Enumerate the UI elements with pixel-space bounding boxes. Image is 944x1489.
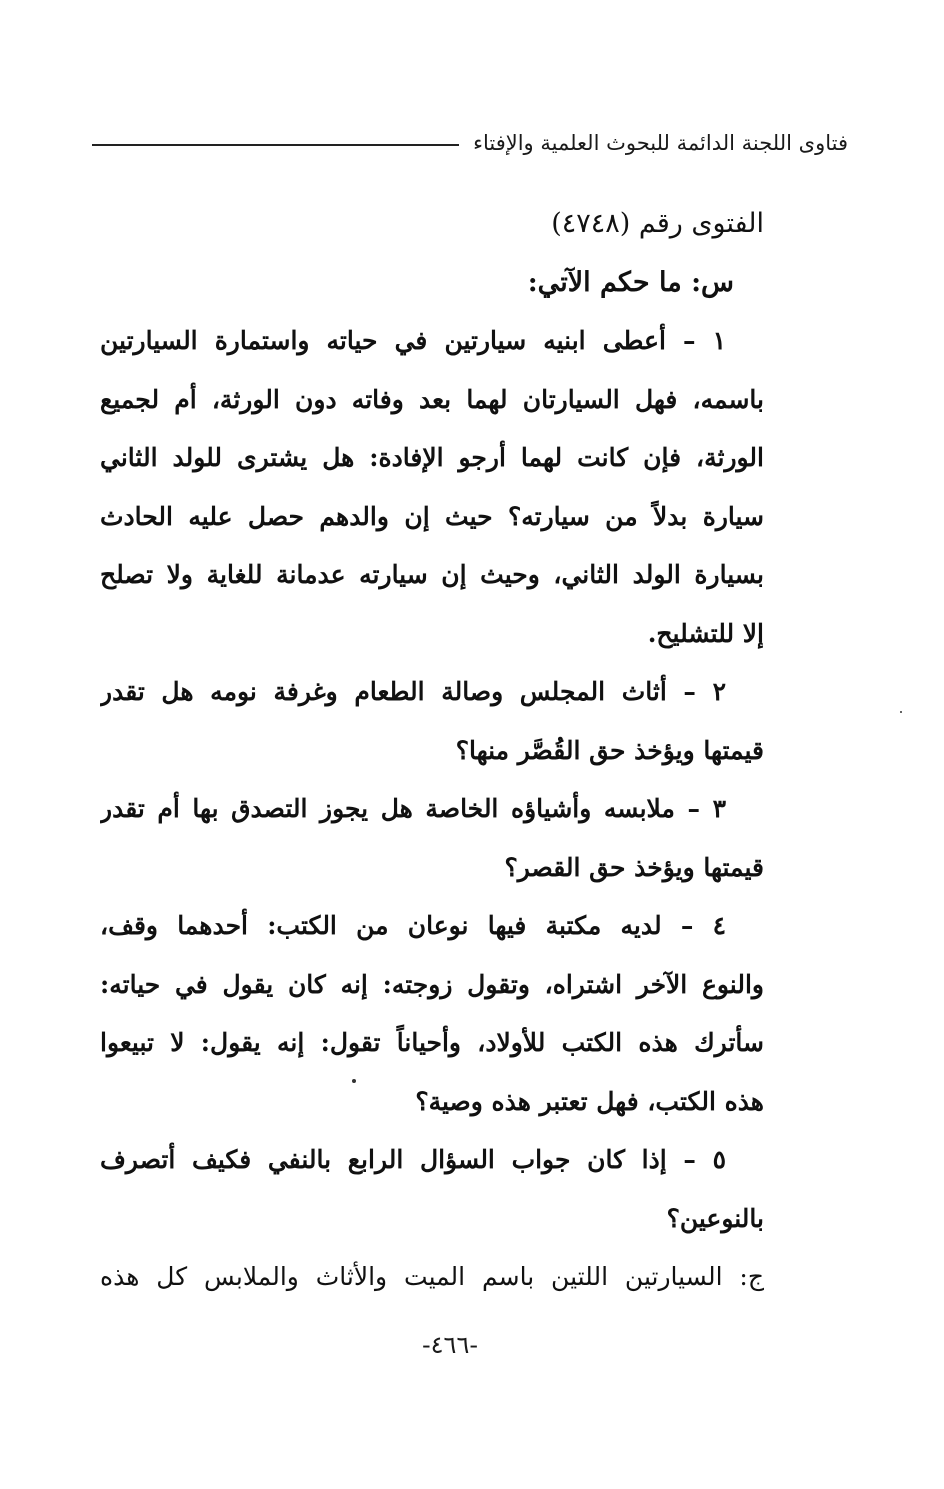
- question-line: الورثة، فإن كانت لهما أرجو الإفادة: هل يشترى للولد الثاني: [100, 443, 764, 472]
- header-rule-line: [92, 144, 459, 146]
- question-line: بسيارة الولد الثاني، وحيث إن سيارته عدمانة للغاية ولا تصلح: [100, 560, 764, 589]
- question-line: ٤ – لديه مكتبة فيها نوعان من الكتب: أحدهما وقف،: [100, 911, 726, 940]
- scan-speck: [900, 711, 902, 713]
- question-line: هذه الكتب، فهل تعتبر هذه وصية؟: [415, 1086, 764, 1116]
- page-number: -٤٦٦-: [421, 1331, 478, 1359]
- fatwa-number-title: الفتوى رقم (٤٧٤٨): [551, 208, 764, 239]
- scan-speck: [352, 1079, 356, 1083]
- question-line: باسمه، فهل السيارتان لهما بعد وفاته دون الورثة، أم لجميع: [100, 384, 764, 414]
- answer-line: ج: السيارتين اللتين باسم الميت والأثاث والملابس كل هذه: [100, 1262, 764, 1291]
- question-line: قيمتها ويؤخذ حق القصر؟: [504, 852, 764, 882]
- running-header-title: فتاوى اللجنة الدائمة للبحوث العلمية والإفتاء: [473, 131, 848, 155]
- question-label: س: ما حكم الآتي:: [527, 266, 734, 298]
- question-line: ٣ – ملابسه وأشياؤه الخاصة هل يجوز التصدق بها أم تقدر: [100, 794, 726, 823]
- question-line: ١ – أعطى ابنيه سيارتين في حياته واستمارة السيارتين: [100, 326, 726, 355]
- question-line: بالنوعين؟: [666, 1203, 764, 1233]
- question-line: ٥ – إذا كان جواب السؤال الرابع بالنفي فكيف أتصرف: [100, 1145, 726, 1174]
- question-line: سأترك هذه الكتب للأولاد، وأحياناً تقول: إنه يقول: لا تبيعوا: [100, 1028, 764, 1057]
- question-line: والنوع الآخر اشتراه، وتقول زوجته: إنه كان يقول في حياته:: [100, 969, 764, 999]
- question-line: ٢ – أثاث المجلس وصالة الطعام وغرفة نومه هل تقدر: [100, 677, 726, 706]
- question-line: سيارة بدلاً من سيارته؟ حيث إن والدهم حصل عليه الحادث: [100, 501, 764, 531]
- question-line: إلا للتشليح.: [647, 618, 764, 648]
- question-line: قيمتها ويؤخذ حق القُصَّر منها؟: [455, 735, 764, 765]
- fatwa-body: [100, 195, 764, 1307]
- running-header: [92, 120, 848, 166]
